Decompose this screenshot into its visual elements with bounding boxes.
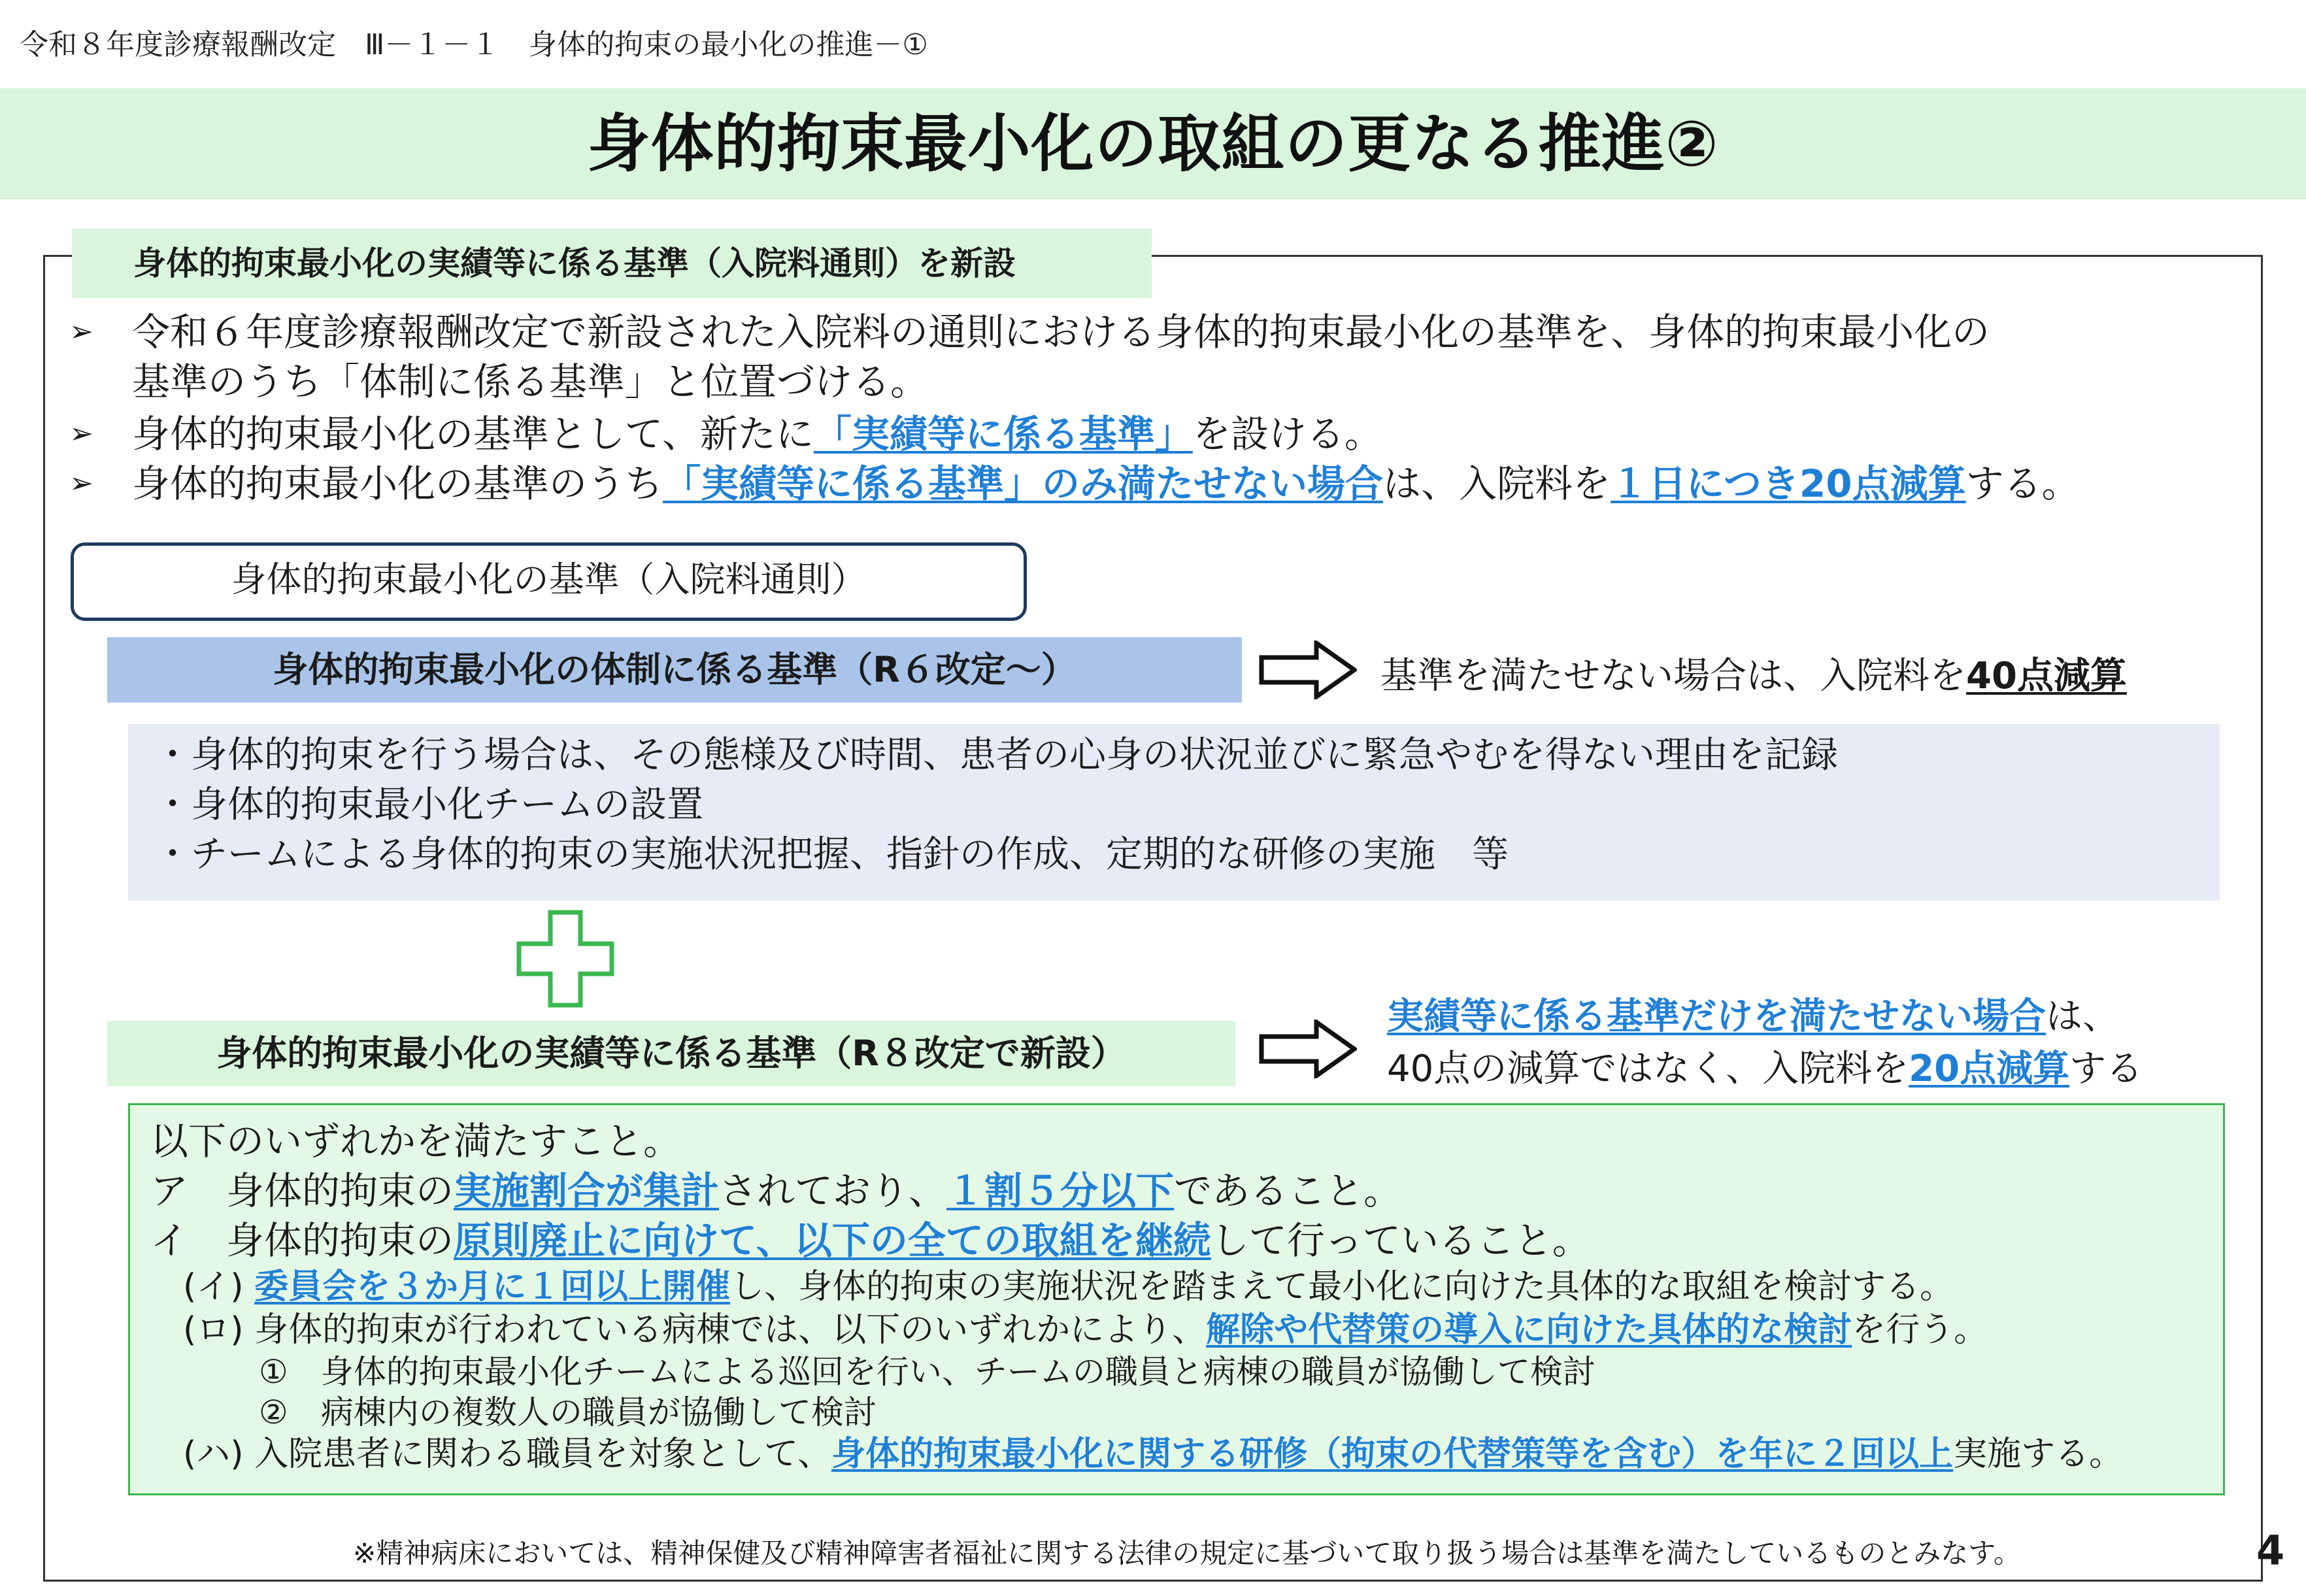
arrowhead-bullet-icon: ➢ [69,467,93,500]
bullet-1-line-1: 令和６年度診療報酬改定で新設された入院料の通則における身体的拘束最小化の基準を、身体的拘束最小化の [132,310,1990,354]
perf-item-a-highlight-1: 実施割合が集計 [454,1169,720,1213]
perf-result-highlight-1: 実績等に係る基準だけを満たせない場合 [1387,995,2046,1038]
outline-right-arrow-icon [1259,640,1357,699]
system-criteria-items [154,731,1838,880]
perf-subitem-2-highlight: 解除や代替策の導入に向けた具体的な検討 [1206,1310,1852,1350]
bullet-1-line-2: 基準のうち「体制に係る基準」と位置づける。 [132,359,929,404]
outline-right-arrow-icon [1259,1020,1357,1078]
performance-criteria-items [150,1116,2123,1476]
perf-subitem-3: (ハ) 入院患者に関わる職員を対象として、身体的拘束最小化に関する研修（拘束の代替策等を含む）を年に２回以上実施する。 [183,1435,2124,1474]
perf-intro: 以下のいずれかを満たすこと。 [150,1119,682,1163]
performance-criteria-result [1387,991,2143,1095]
system-criteria-label: 身体的拘束最小化の体制に係る基準（R６改定～） [273,649,1077,690]
system-item: ・身体的拘束を行う場合は、その態様及び時間、患者の心身の状況並びに緊急やむを得ない理由を記録 [154,734,1838,776]
perf-result-text-2: 40点の減算ではなく、入院料を [1387,1048,1909,1090]
system-item: ・身体的拘束最小化チームの設置 [154,784,703,826]
perf-subitem-2-option-2: ② 病棟内の複数人の職員が協働して検討 [259,1393,877,1431]
section-tab-label: 身体的拘束最小化の実績等に係る基準（入院料通則）を新設 [133,244,1016,282]
breadcrumb: 令和８年度診療報酬改定 Ⅲ－１－１ 身体的拘束の最小化の推進－① [20,28,928,61]
bullet-3-text-end: する。 [1965,461,2080,506]
bullet-3-text: 身体的拘束最小化の基準のうち [132,461,663,506]
perf-subitem-2: (ロ) 身体的拘束が行われている病棟では、以下のいずれかにより、解除や代替策の導入に向けた具体的な検討を行う。 [183,1310,1988,1350]
green-plus-icon [516,910,614,1008]
page-title: 身体的拘束最小化の取組の更なる推進② [587,107,1719,180]
system-item: ・チームによる身体的拘束の実施状況把握、指針の作成、定期的な研修の実施 等 [154,833,1509,876]
bullet-2-highlight: 「実績等に係る基準」 [813,412,1193,456]
perf-item-i: イ 身体的拘束の原則廃止に向けて、以下の全ての取組を継続して行っていること。 [150,1218,1590,1263]
perf-subitem-1-highlight: 委員会を３か月に１回以上開催 [254,1267,731,1306]
perf-result-text-1: は、 [2046,995,2119,1038]
perf-subitem-3-highlight: 身体的拘束最小化に関する研修（拘束の代替策等を含む）を年に２回以上 [831,1435,1954,1474]
bullet-3-text-mid: は、入院料を [1383,461,1611,506]
arrowhead-bullet-icon: ➢ [69,417,93,450]
arrowhead-bullet-icon: ➢ [69,315,93,348]
bullet-2-text: 身体的拘束最小化の基準として、新たに [132,412,814,456]
perf-result-highlight-2: 20点減算 [1909,1048,2070,1090]
bullet-2-text-end: を設ける。 [1192,412,1382,456]
performance-criteria-label: 身体的拘束最小化の実績等に係る基準（R８改定で新設） [216,1033,1126,1074]
perf-result-text-3: する [2069,1048,2143,1090]
perf-item-a-highlight-2: １割５分以下 [946,1169,1175,1213]
perf-subitem-1: (イ) 委員会を３か月に１回以上開催し、身体的拘束の実施状況を踏まえて最小化に向けた具体的な取組を検討する。 [183,1267,1954,1306]
criteria-label: 身体的拘束最小化の基準（入院料通則） [231,559,867,600]
system-criteria-result [1380,647,2127,699]
bullet-item-3 [69,459,2080,508]
bullet-item-2 [69,409,1382,459]
system-result-text: 基準を満たせない場合は、入院料を [1380,655,1966,697]
perf-subitem-2-option-1: ① 身体的拘束最小化チームによる巡回を行い、チームの職員と病棟の職員が協働して検討 [259,1353,1596,1391]
bullet-3-highlight-1: 「実績等に係る基準」のみ満たせない場合 [663,461,1384,506]
perf-item-i-highlight: 原則廃止に向けて、以下の全ての取組を継続 [454,1218,1211,1263]
perf-item-a: ア 身体的拘束の実施割合が集計されており、１割５分以下であること。 [150,1169,1402,1213]
bullet-item-1 [69,307,1990,407]
system-result-penalty: 40点減算 [1966,655,2127,697]
footnote: ※精神病床においては、精神保健及び精神障害者福祉に関する法律の規定に基づいて取り扱う場合は基準を満たしているものとみなす。 [353,1537,2021,1569]
bullet-3-highlight-2: １日につき20点減算 [1611,461,1966,506]
page-number: 4 [2256,1527,2285,1574]
